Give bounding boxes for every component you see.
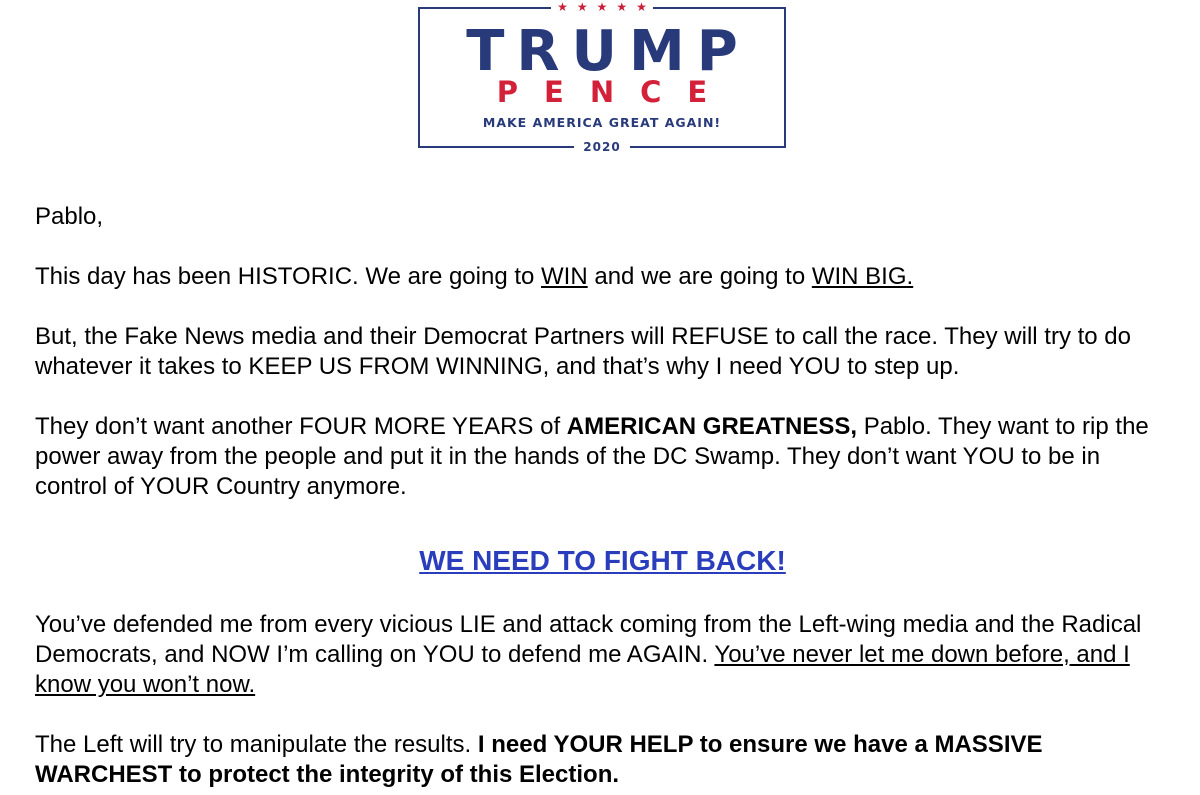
american-greatness-text: AMERICAN GREATNESS,	[566, 413, 858, 440]
logo-pence: PENCE	[496, 75, 734, 109]
trump-pence-logo	[418, 0, 786, 154]
paragraph-1	[35, 262, 1175, 292]
paragraph-5	[35, 730, 1175, 790]
logo-year-row	[420, 138, 784, 156]
paragraph-3	[35, 412, 1175, 502]
logo-tagline: MAKE AMERICA GREAT AGAIN!	[482, 115, 722, 130]
paragraph-2: But, the Fake News media and their Democrat Partners will REFUSE to call the race. They will try to do whatever it takes to KEEP US FROM WINNING, and that’s why I need YOU to step up.	[35, 323, 1131, 380]
p1-text-1: This day has been HISTORIC. We are going to	[35, 263, 542, 290]
win-big-link[interactable]: WIN BIG.	[811, 263, 914, 290]
call-to-action	[35, 545, 1175, 577]
p3-text-2: Pablo. They want to rip the power away from the people and put it in the hands of the DC Swamp. They don’t want YOU to be in control of YOUR Country anymore.	[35, 413, 1149, 500]
warchest-text: I need YOUR HELP to ensure we have a MASSIVE WARCHEST to protect the integrity of this Election.	[35, 731, 1043, 788]
p1-text-2: and we are going to	[587, 263, 812, 290]
paragraph-4	[35, 610, 1175, 700]
email-body	[35, 202, 1175, 790]
logo-trump: TRUMP	[466, 19, 750, 84]
win-link[interactable]: WIN	[541, 263, 588, 290]
p4-text-1: You’ve defended me from every vicious LIE and attack coming from the Left-wing media and the Radical Democrats, and NOW I’m calling on YOU to defend me AGAIN.	[35, 611, 1142, 668]
fight-back-link[interactable]: WE NEED TO FIGHT BACK!	[419, 545, 786, 576]
p3-text-1: They don’t want another FOUR MORE YEARS of	[35, 413, 567, 440]
logo-year: 2020	[574, 140, 629, 154]
never-let-me-down-link[interactable]: You’ve never let me down before, and I know you won’t now.	[35, 641, 1130, 698]
logo-stars: ★★★★★	[557, 0, 656, 14]
p5-text-1: The Left will try to manipulate the results.	[35, 731, 478, 758]
greeting: Pablo,	[35, 203, 104, 230]
